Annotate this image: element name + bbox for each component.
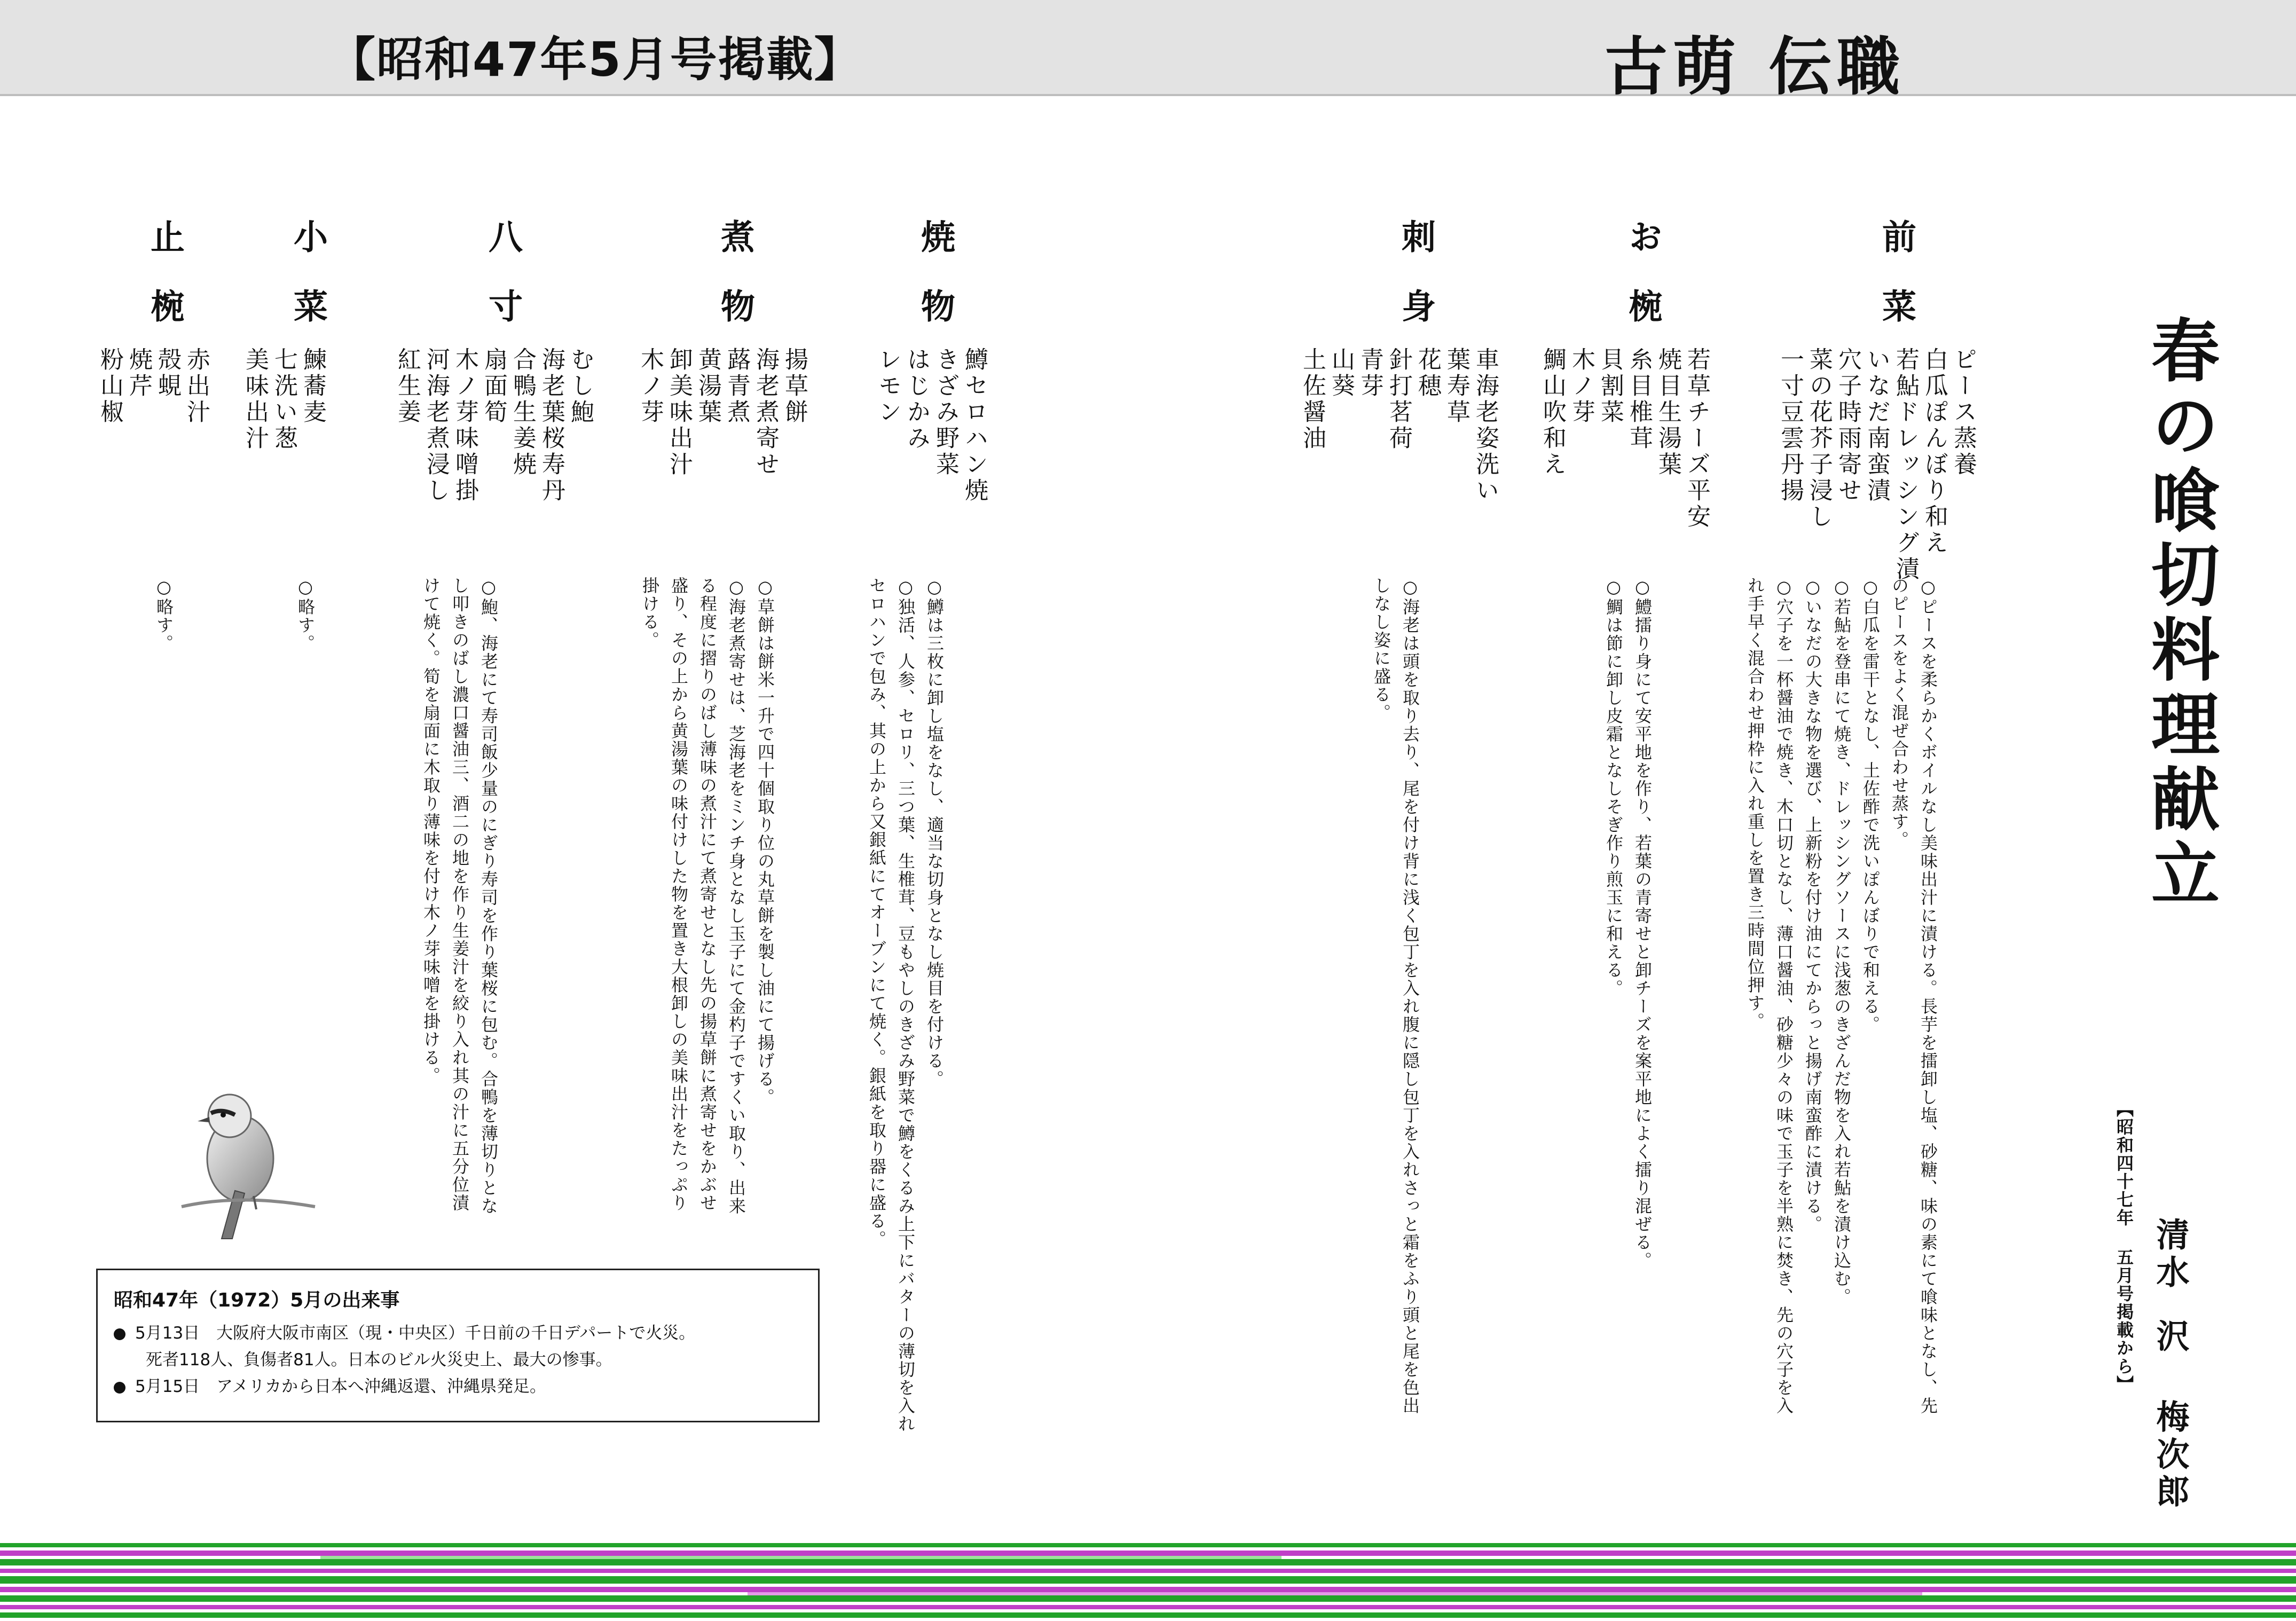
dish: 扇面筍 bbox=[480, 347, 507, 426]
dish: 蕗青煮 bbox=[723, 347, 750, 426]
bullet-icon bbox=[114, 1382, 125, 1394]
dish: 若草チーズ平安 bbox=[1683, 347, 1710, 530]
notes-tomewan bbox=[150, 577, 178, 683]
notes-owan bbox=[1599, 577, 1657, 1388]
dish: 糸目椎茸 bbox=[1625, 347, 1653, 452]
dish: 粉山椒 bbox=[96, 347, 123, 426]
dish: 菜の花芥子浸し bbox=[1805, 347, 1833, 530]
series-logo: 古萌 伝職 bbox=[1605, 30, 1906, 104]
issue-label: 【昭和47年5月号掲載】 bbox=[328, 32, 862, 87]
decorative-stripes bbox=[0, 1543, 2296, 1621]
dish-list-kosai bbox=[240, 347, 327, 571]
dish-list-zensai bbox=[1775, 347, 1977, 583]
note: ○鱧擂り身にて安平地を作り、若葉の青寄せと卸チーズを案平地によく擂り混ぜる。 bbox=[1632, 577, 1653, 1270]
dish: 木ノ芽 bbox=[1568, 347, 1595, 426]
notes-yakimono bbox=[862, 577, 949, 1442]
dish: レモン bbox=[874, 347, 901, 426]
dish: 赤出汁 bbox=[183, 347, 210, 426]
notes-kosai bbox=[291, 577, 320, 683]
dish: 青芽 bbox=[1356, 347, 1383, 399]
dish-list-owan bbox=[1538, 347, 1711, 571]
category-hassun: 八寸 bbox=[483, 219, 523, 358]
dish-list-yakimono bbox=[873, 347, 988, 571]
dish: 海老葉桜寿丹 bbox=[538, 347, 565, 504]
events-title: 昭和47年（1972）5月の出来事 bbox=[114, 1289, 400, 1311]
dish: 花穂 bbox=[1414, 347, 1441, 399]
dish: 鯛山吹和え bbox=[1539, 347, 1566, 478]
note: ○独活、人参、セロリ、三つ葉、生椎茸、豆もやしのきざみ野菜で鱒をくるみ上下にバターの薄切を入れセロハンで包み、其の上から又銀紙にてオーブンにて焼く。銀紙を取り器に盛る。 bbox=[867, 577, 916, 1433]
header-bar bbox=[0, 0, 2296, 104]
note: ○略す。 bbox=[154, 577, 174, 652]
event-item-continued: 死者118人、負傷者81人。日本のビル火災史上、最大の惨事。 bbox=[146, 1350, 612, 1370]
notes-sashimi bbox=[1367, 577, 1425, 1431]
dish: 鰊蕎麦 bbox=[299, 347, 326, 426]
event-text: 5月13日 大阪府大阪市南区（現・中央区）千日前の千日デパートで火災。 bbox=[135, 1324, 696, 1343]
dish: 木ノ芽味噌掛 bbox=[451, 347, 478, 504]
note: ○白瓜を雷干となし、土佐酢で洗いぽんぼりで和える。 bbox=[1860, 577, 1881, 1034]
dish: はじかみ bbox=[903, 347, 930, 452]
dish-list-sashimi bbox=[1298, 347, 1499, 571]
dish: 貝割菜 bbox=[1597, 347, 1624, 426]
note: ○略す。 bbox=[295, 577, 316, 652]
bullet-icon bbox=[114, 1328, 125, 1340]
dish: 紅生姜 bbox=[394, 347, 421, 426]
category-nimono: 煮物 bbox=[715, 219, 755, 358]
dish: 焼芹 bbox=[125, 347, 152, 399]
category-sashimi: 刺身 bbox=[1396, 219, 1436, 358]
note: ○穴子を一杯醤油で焼き、木口切となし、薄口醤油、砂糖少々の味で玉子を半熟に焚き、先の穴子を入れ手早く混合わせ押枠に入れ重しを置き三時間位押す。 bbox=[1745, 577, 1794, 1415]
dish: むし鮑 bbox=[567, 347, 594, 426]
category-owan: お椀 bbox=[1623, 219, 1663, 358]
category-kosai: 小菜 bbox=[288, 219, 328, 358]
dish-list-nimono bbox=[635, 347, 808, 571]
bird-illustration bbox=[160, 1084, 320, 1249]
dish: 卸美味出汁 bbox=[665, 347, 693, 478]
dish: 黄湯葉 bbox=[694, 347, 721, 426]
dish: きざみ野菜 bbox=[932, 347, 959, 478]
note: ○若鮎を登串にて焼き、ドレッシングソースに浅葱のきざんだ物を入れ若鮎を漬け込む。 bbox=[1831, 577, 1852, 1306]
note: ○いなだの大きな物を選び、上新粉を付け油にてからっと揚げ南蛮酢に漬ける。 bbox=[1803, 577, 1823, 1233]
source-note: 【昭和四十七年 五月号掲載から】 bbox=[2114, 1100, 2134, 1394]
author-given-name: 沢 梅次郎 bbox=[2151, 1319, 2190, 1512]
dish: 穴子時雨寄せ bbox=[1834, 347, 1861, 504]
dish: 一寸豆雲丹揚 bbox=[1776, 347, 1804, 504]
page-title: 春の喰切料理献立 bbox=[2140, 315, 2220, 913]
notes-zensai bbox=[1741, 577, 1943, 1431]
dish: 七洗い葱 bbox=[270, 347, 297, 452]
dish: 合鴨生姜焼 bbox=[509, 347, 536, 478]
note: ○ピースを柔らかくボイルなし美味出汁に漬ける。長芋を擂卸し塩、砂糖、味の素にて喰味となし、先のピースをよく混ぜ合わせ蒸す。 bbox=[1889, 577, 1938, 1415]
dish-list-tomewan bbox=[95, 347, 210, 571]
event-text: 5月15日 アメリカから日本へ沖縄返還、沖縄県発足。 bbox=[135, 1377, 546, 1396]
dish: 揚草餅 bbox=[781, 347, 808, 426]
dish: 葉寿草 bbox=[1443, 347, 1470, 426]
dish: 針打茗荷 bbox=[1385, 347, 1412, 452]
note: ○海老は頭を取り去り、尾を付け背に浅く包丁を入れ腹に隠し包丁を入れさっと霜をふり頭と尾を色出しなし姿に盛る。 bbox=[1371, 577, 1420, 1415]
dish: 河海老煮浸し bbox=[422, 347, 450, 504]
dish: 若鮎ドレッシング漬 bbox=[1892, 347, 1919, 583]
category-zensai: 前菜 bbox=[1876, 219, 1916, 358]
dish: 焼目生湯葉 bbox=[1654, 347, 1681, 478]
note: ○鯛は節に卸し皮霜となしそぎ作り煎玉に和える。 bbox=[1603, 577, 1624, 997]
dish: 美味出汁 bbox=[241, 347, 269, 452]
event-item bbox=[114, 1373, 802, 1400]
category-yakimono: 焼物 bbox=[915, 219, 955, 358]
dish: 殻蜆 bbox=[154, 347, 181, 399]
notes-nimono bbox=[635, 577, 780, 1228]
event-item bbox=[114, 1320, 802, 1347]
events-box bbox=[96, 1269, 820, 1422]
note: ○鮑、海老にて寿司飯少量のにぎり寿司を作り葉桜に包む。合鴨を薄切りとなし叩きのばし濃口醤油三、酒二の地を作り生姜汁を絞り入れ其の汁に五分位漬けて焼く。筍を扇面に木取り薄味を付け木ノ芽味噌を掛ける。 bbox=[421, 577, 499, 1215]
dish: 海老煮寄せ bbox=[752, 347, 779, 478]
author-surname: 清水 bbox=[2151, 1217, 2190, 1292]
dish: いなだ南蛮漬 bbox=[1863, 347, 1890, 504]
dish: ピース蒸養 bbox=[1949, 347, 1977, 478]
dish: 鱒セロハン焼 bbox=[961, 347, 988, 504]
note: ○鱒は三枚に卸し塩をなし、適当な切身となし焼目を付ける。 bbox=[924, 577, 945, 1088]
dish: 木ノ芽 bbox=[636, 347, 664, 426]
dish: 車海老姿洗い bbox=[1472, 347, 1499, 504]
notes-hassun bbox=[416, 577, 503, 1228]
dish: 土佐醤油 bbox=[1299, 347, 1326, 452]
note: ○海老煮寄せは、芝海老をミンチ身となし玉子にて金杓子ですくい取り、出来る程度に摺りのばし薄味の煮汁にて煮寄せとなし先の揚草餅に煮寄せをかぶせ盛り、その上から黄湯葉の味付けした物を置き大根卸しの美味出汁をたっぷり掛ける。 bbox=[640, 577, 746, 1215]
dish-list-hassun bbox=[392, 347, 594, 571]
category-tomewan: 止椀 bbox=[145, 219, 185, 358]
dish: 山葵 bbox=[1327, 347, 1355, 399]
dish: 白瓜ぽんぼり和え bbox=[1921, 347, 1948, 556]
note: ○草餅は餅米一升で四十個取り位の丸草餅を製し油にて揚げる。 bbox=[755, 577, 775, 1106]
